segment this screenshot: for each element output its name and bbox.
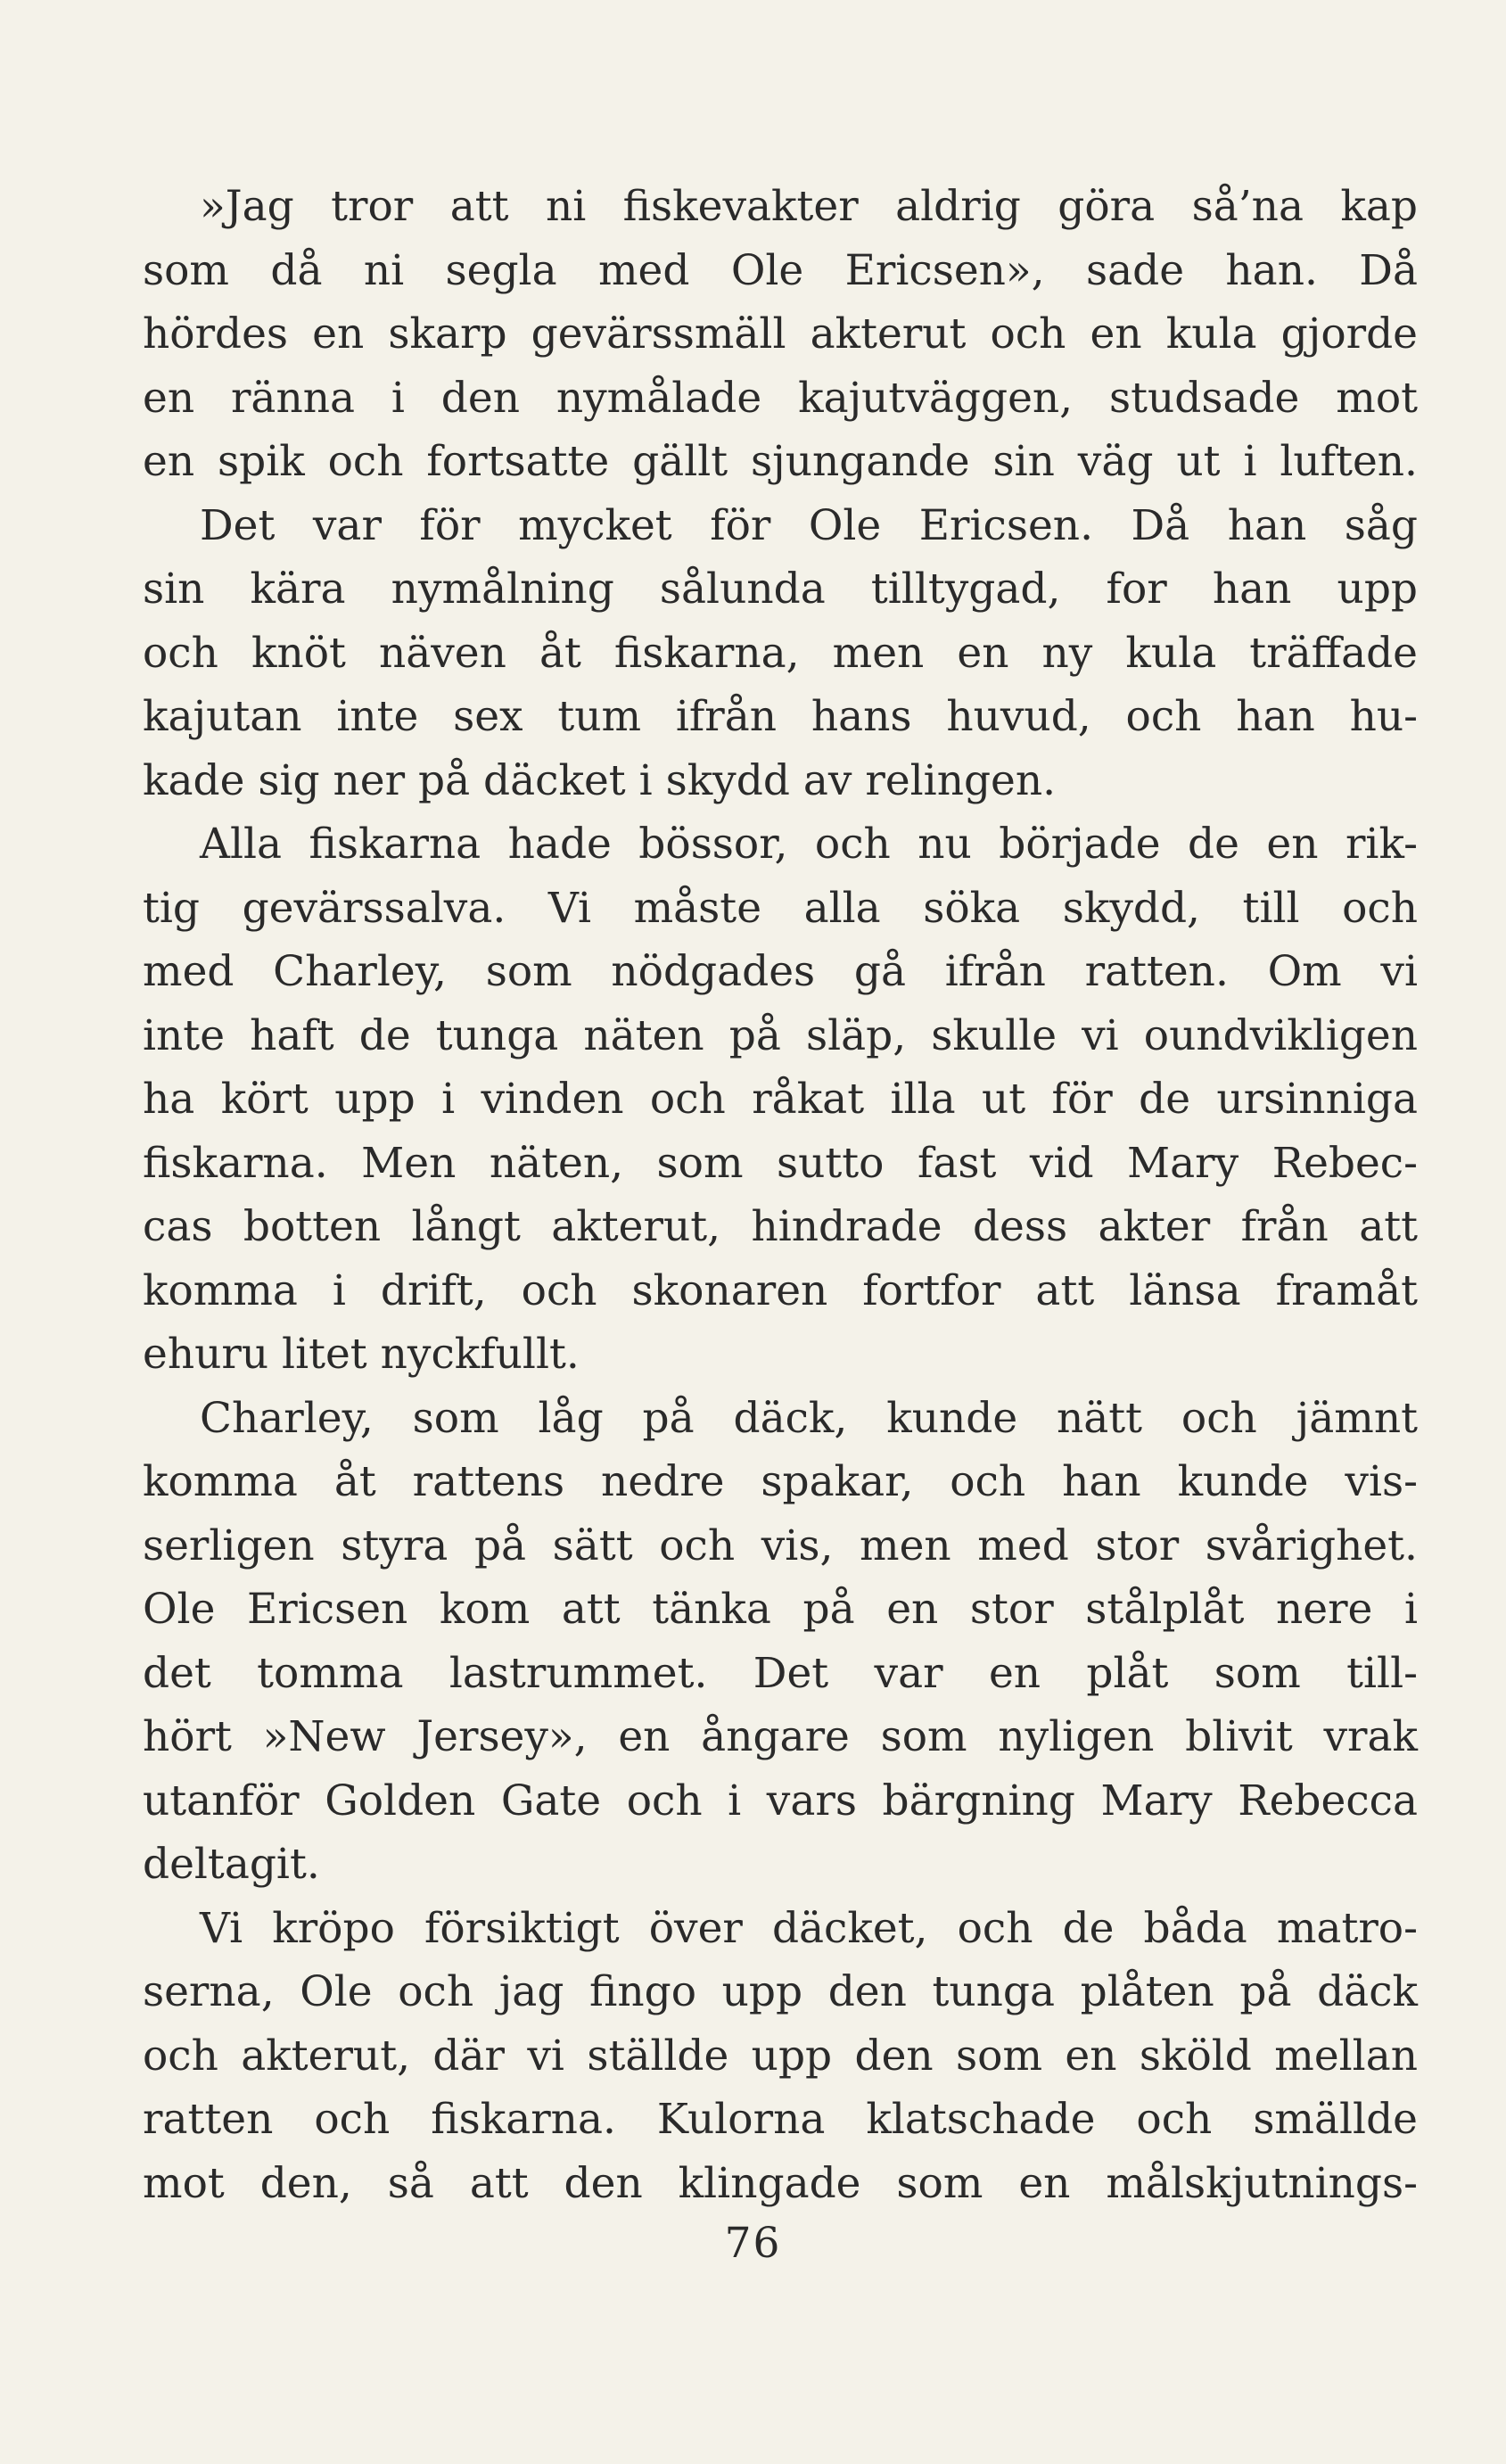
text-line: det tomma lastrummet. Det var en plåt som till- [143,1648,1418,1698]
text-line: med Charley, som nödgades gå ifrån ratten. Om vi [143,947,1418,996]
text-line: mot den, så att den klingade som en målskjutnings- [143,2158,1418,2208]
text-line: tig gevärssalva. Vi måste alla söka skydd, till och [143,883,1418,933]
text-line: en spik och fortsatte gällt sjungande sin väg ut i luften. [143,437,1418,486]
text-line: serna, Ole och jag fingo upp den tunga plåten på däck [143,1967,1418,2016]
text-line: Alla fiskarna hade bössor, och nu började de en rik- [200,820,1418,869]
text-line: hört »New Jersey», en ångare som nyligen blivit vrak [143,1712,1418,1761]
text-line: och knöt näven åt fiskarna, men en ny kula träffade [143,628,1418,678]
text-line: Det var för mycket för Ole Ericsen. Då han såg [200,500,1418,550]
text-line: Vi kröpo försiktigt över däcket, och de båda matro- [200,1903,1418,1953]
text-line: cas botten långt akterut, hindrade dess akter från att [143,1202,1418,1251]
text-line: en ränna i den nymålade kajutväggen, studsade mot [143,373,1418,423]
text-line: ha kört upp i vinden och råkat illa ut för de ursinniga [143,1075,1418,1124]
text-line: ratten och fiskarna. Kulorna klatschade och smällde [143,2095,1418,2144]
text-line: komma åt rattens nedre spakar, och han kunde vis- [143,1457,1418,1506]
text-line: fiskarna. Men näten, som sutto fast vid Mary Rebec- [143,1138,1418,1188]
text-line: kajutan inte sex tum ifrån hans huvud, och han hu- [143,692,1418,741]
text-line: Charley, som låg på däck, kunde nätt och jämnt [200,1393,1418,1443]
text-line: kade sig ner på däcket i skydd av relingen. [143,755,1057,805]
text-line: sin kära nymålning sålunda tilltygad, for han upp [143,564,1418,614]
text-line: utanför Golden Gate och i vars bärgning Mary Rebecca [143,1776,1418,1825]
text-line: som då ni segla med Ole Ericsen», sade han. Då [143,245,1418,295]
text-line: deltagit. [143,1840,320,1889]
text-line: Ole Ericsen kom att tänka på en stor stålplåt nere i [143,1585,1418,1634]
body-text [143,175,1418,2215]
text-line: och akterut, där vi ställde upp den som en sköld mellan [143,2031,1418,2081]
text-line: ehuru litet nyckfullt. [143,1330,580,1379]
text-line: hördes en skarp gevärssmäll akterut och en kula gjorde [143,309,1418,358]
page-number: 76 [724,2219,782,2268]
text-line: komma i drift, och skonaren fortfor att länsa framåt [143,1265,1418,1315]
text-line: serligen styra på sätt och vis, men med stor svårighet. [143,1520,1418,1570]
text-line: »Jag tror att ni fiskevakter aldrig göra så’na kap [200,182,1418,231]
text-line: inte haft de tunga näten på släp, skulle vi oundvikligen [143,1010,1418,1060]
